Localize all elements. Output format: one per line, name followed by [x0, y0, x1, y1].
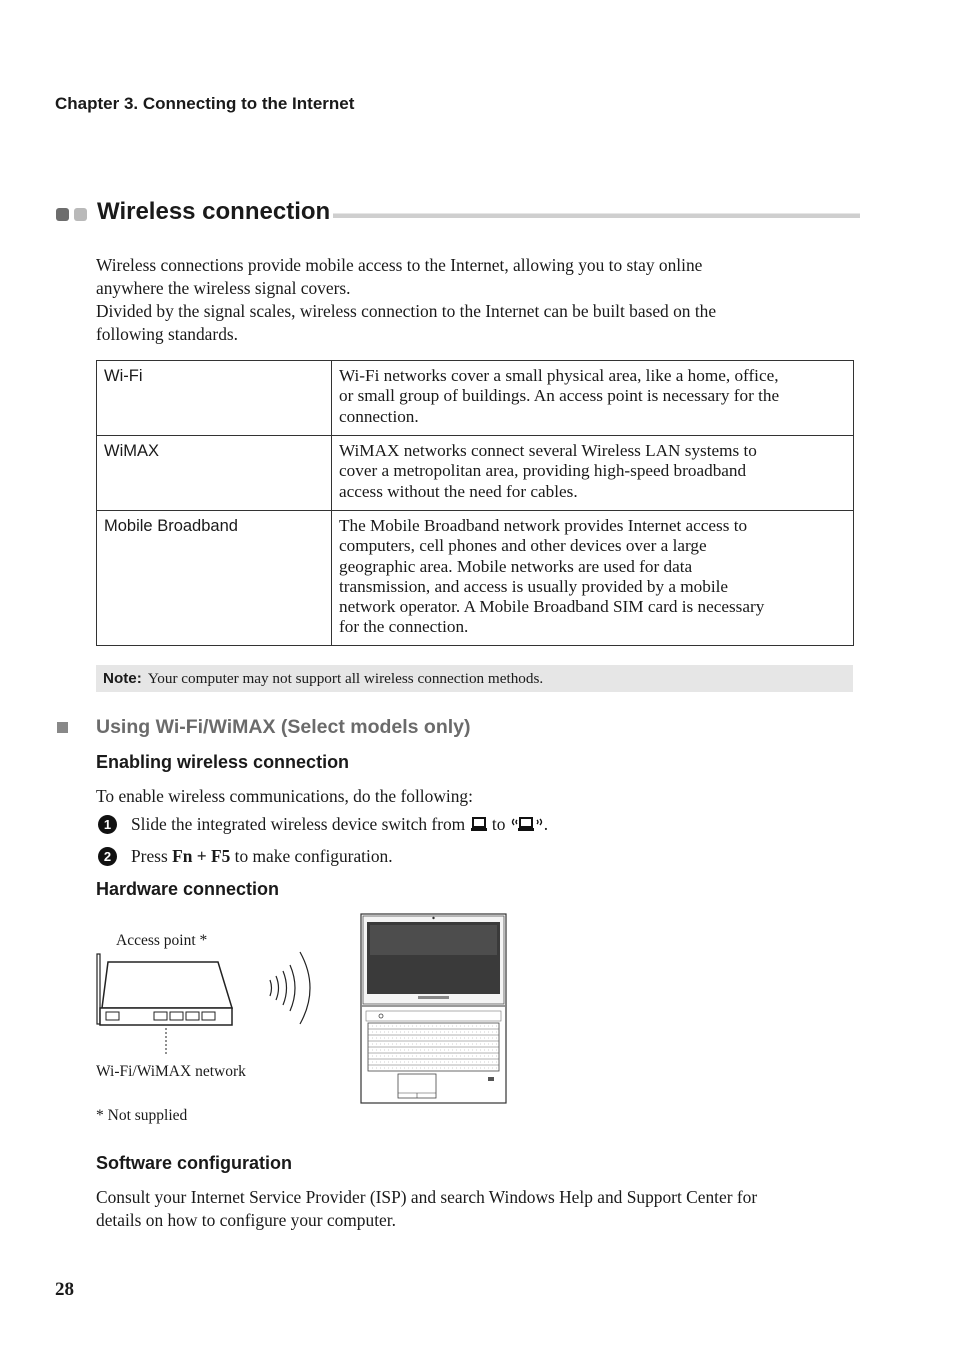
title-square-dark-icon	[56, 208, 69, 221]
step-1-to-text: to	[491, 814, 506, 834]
description-line: geographic area. Mobile networks are used for data	[339, 556, 693, 576]
section-title-row	[55, 198, 860, 232]
software-line: Consult your Internet Service Provider (ISP) and search Windows Help and Support Center for	[96, 1187, 758, 1207]
description-line: transmission, and access is usually provided by a mobile	[339, 576, 729, 596]
step-1-period: .	[543, 814, 549, 834]
page-number: 28	[55, 1279, 74, 1300]
wireless-signal-waves-icon	[262, 948, 322, 1028]
step-number-1: 1	[98, 815, 117, 834]
step-2-keys: Fn + F5	[172, 846, 231, 866]
section-title: Wireless connection	[97, 198, 331, 225]
standard-name: Wi-Fi	[97, 361, 332, 436]
standard-description	[332, 436, 854, 511]
description-line: The Mobile Broadband network provides Internet access to	[339, 516, 748, 535]
enabling-intro: To enable wireless communications, do the following:	[96, 786, 473, 806]
description-line: or small group of buildings. An access point is necessary for the	[339, 386, 780, 406]
standard-description	[332, 361, 854, 436]
wireless-on-icon	[510, 817, 544, 833]
network-label: Wi-Fi/WiMAX network	[96, 1063, 246, 1080]
note-label: Note:	[103, 670, 142, 687]
subsection-title: Using Wi-Fi/WiMAX (Select models only)	[96, 716, 471, 738]
table-row	[97, 361, 854, 436]
intro-line: Wireless connections provide mobile access to the Internet, allowing you to stay online	[96, 255, 703, 275]
laptop-illustration	[360, 913, 507, 1104]
description-line: connection.	[339, 406, 419, 426]
software-paragraph	[96, 1186, 876, 1232]
step-2-text-after: to make configuration.	[234, 846, 393, 866]
access-point-router-icon	[94, 950, 244, 1060]
intro-line: following standards.	[96, 324, 239, 344]
standard-name: Mobile Broadband	[97, 511, 332, 646]
step-number-2: 2	[98, 847, 117, 866]
step-1-text: Slide the integrated wireless device switch from	[131, 814, 466, 834]
description-line: cover a metropolitan area, providing high-speed broadband	[339, 461, 747, 481]
footnote: * Not supplied	[96, 1107, 188, 1124]
table-row	[97, 511, 854, 646]
description-line: computers, cell phones and other devices over a large	[339, 536, 707, 556]
hardware-heading: Hardware connection	[96, 879, 280, 899]
standard-name: WiMAX	[97, 436, 332, 511]
table-row	[97, 436, 854, 511]
software-line: details on how to configure your computer.	[96, 1210, 396, 1230]
intro-paragraph	[96, 254, 856, 346]
bullet-square-icon	[57, 722, 68, 733]
description-line: Wi-Fi networks cover a small physical area, like a home, office,	[339, 366, 779, 385]
title-rule	[333, 213, 860, 218]
standards-table	[96, 360, 854, 646]
step-2-text: Press	[131, 846, 168, 866]
intro-line: Divided by the signal scales, wireless connection to the Internet can be built based on the	[96, 301, 717, 321]
title-square-light-icon	[74, 208, 87, 221]
enabling-heading: Enabling wireless connection	[96, 752, 350, 772]
software-heading: Software configuration	[96, 1153, 293, 1173]
step-2	[131, 845, 393, 868]
access-point-label: Access point *	[116, 932, 208, 949]
note-box	[96, 665, 853, 692]
intro-line: anywhere the wireless signal covers.	[96, 278, 351, 298]
description-line: access without the need for cables.	[339, 481, 578, 501]
description-line: for the connection.	[339, 617, 469, 637]
chapter-header: Chapter 3. Connecting to the Internet	[55, 94, 355, 113]
standard-description	[332, 511, 854, 646]
wireless-off-icon	[470, 817, 488, 833]
description-line: network operator. A Mobile Broadband SIM card is necessary	[339, 597, 765, 617]
step-1	[131, 813, 548, 836]
description-line: WiMAX networks connect several Wireless LAN systems to	[339, 441, 757, 460]
note-text: Your computer may not support all wireless connection methods.	[147, 670, 544, 687]
